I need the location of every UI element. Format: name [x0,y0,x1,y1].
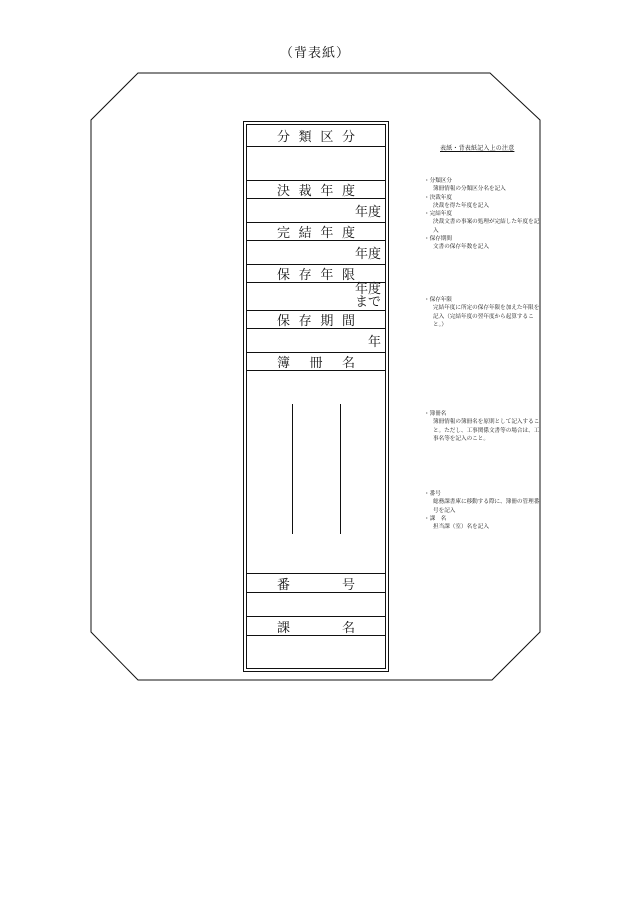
ka-mei-value-field[interactable] [247,636,385,668]
kessai-char-2: 裁 [298,184,312,199]
hozon-nengen-char-4: 限 [341,268,355,283]
kessai-nendo-unit: 年度 [354,205,381,220]
note-bango [424,490,542,515]
page-title: （背表紙） [279,46,350,61]
hozon-kikan-char-4: 間 [341,314,355,329]
kessai-char-4: 度 [341,184,355,199]
note-kessai-body: 決裁を得た年度を記入 [433,202,489,209]
hozon-kikan-char-2: 存 [298,314,312,329]
hozon-nengen-char-1: 保 [277,268,291,283]
kessai-nendo-value-field[interactable] [247,199,385,223]
hozon-nengen-unit-line1: 年度 [354,282,381,297]
bango-char-2: 号 [341,577,355,593]
bosatsu-guide-line-right [340,404,341,534]
kanketsu-char-2: 結 [298,226,312,241]
note-ka-mei-body: 担当課（室）名を記入 [433,524,489,531]
notes-group-4 [424,490,542,531]
row-kessai-nendo-header [247,181,385,199]
spine-label-inner [246,124,386,669]
row-hozon-nengen-header [247,265,385,283]
hozon-kikan-char-3: 期 [320,314,334,329]
kanketsu-nendo-value-field[interactable] [247,241,385,265]
kanketsu-nendo-unit: 年度 [354,247,381,262]
row-bosatsu-mei-header [247,353,385,371]
note-hozon-kikan [424,235,542,252]
hozon-kikan-char-1: 保 [277,314,291,329]
note-kessai-label: ・決裁年度 [424,194,452,201]
row-kanketsu-nendo-header [247,223,385,241]
note-bango-label: ・番号 [424,491,441,497]
row-hozon-kikan-header [247,311,385,329]
note-bosatsu [424,410,542,443]
note-bunrui-body: 簿冊情報の分類区分名を記入 [433,186,506,193]
note-kanketsu-body: 決裁文書の事案の処理が完結した年度を記入 [433,219,540,234]
note-bosatsu-label: ・簿冊名 [424,411,447,417]
bunrui-char-3: 区 [320,130,334,145]
note-hozon-kikan-label: ・保存期間 [424,236,452,243]
row-bango-header [247,574,385,593]
note-bunrui [424,177,542,194]
bango-value-field[interactable] [247,593,385,617]
bosatsu-char-1: 簿 [277,356,291,371]
bunrui-kubun-value-field[interactable] [247,147,385,181]
ka-char-1: 課 [277,620,291,636]
note-kessai [424,194,542,211]
kanketsu-char-1: 完 [277,226,291,241]
bango-char-1: 番 [277,577,291,593]
kanketsu-char-4: 度 [341,226,355,241]
notes-group-1 [424,177,542,252]
bosatsu-char-3: 名 [341,356,355,371]
note-bango-body: 総務課書庫に移動する際に、簿冊の管理番号を記入 [433,499,540,514]
bunrui-char-4: 分 [341,130,355,145]
bunrui-char-1: 分 [277,130,291,145]
bosatsu-guide-line-left [292,404,293,534]
kessai-char-1: 決 [277,184,291,199]
hozon-nengen-char-2: 存 [298,268,312,283]
kessai-char-3: 年 [320,184,334,199]
note-hozon-nengen [424,296,542,329]
notes-group-3 [424,410,542,443]
notes-title: 表紙・背表紙記入上の注意 [440,145,515,152]
note-hozon-nengen-body: 完結年度に所定の保存年限を加えた年限を記入（完結年度の翌年度から起算すること。） [433,305,540,328]
bosatsu-char-2: 冊 [309,356,323,371]
notes-group-2 [424,296,542,329]
bunrui-char-2: 類 [298,130,312,145]
note-bunrui-label: ・分類区分 [424,178,452,184]
hozon-nengen-value-field[interactable] [247,283,385,311]
hozon-kikan-unit: 年 [367,335,381,350]
note-ka-mei-label: ・課 名 [424,515,447,522]
kanketsu-char-3: 年 [320,226,334,241]
hozon-nengen-char-3: 年 [320,268,334,283]
hozon-nengen-unit [355,283,381,309]
bosatsu-mei-value-field[interactable] [247,371,385,574]
note-hozon-nengen-label: ・保存年限 [424,297,452,303]
row-ka-mei-header [247,617,385,636]
spine-label-frame [243,121,389,672]
note-hozon-kikan-body: 文書の保存年数を記入 [433,244,489,251]
note-kanketsu-label: ・完結年度 [424,211,452,218]
ka-char-2: 名 [341,620,355,636]
note-ka-mei [424,515,542,532]
hozon-kikan-value-field[interactable] [247,329,385,353]
hozon-nengen-unit-line2: まで [354,295,381,310]
note-kanketsu [424,210,542,235]
note-bosatsu-body: 簿冊情報の簿冊名を原則として記入すること。ただし、工事関係文書等の場合は、工事名等を記入のこと。 [433,419,540,442]
row-bunrui-kubun-header [247,125,385,147]
